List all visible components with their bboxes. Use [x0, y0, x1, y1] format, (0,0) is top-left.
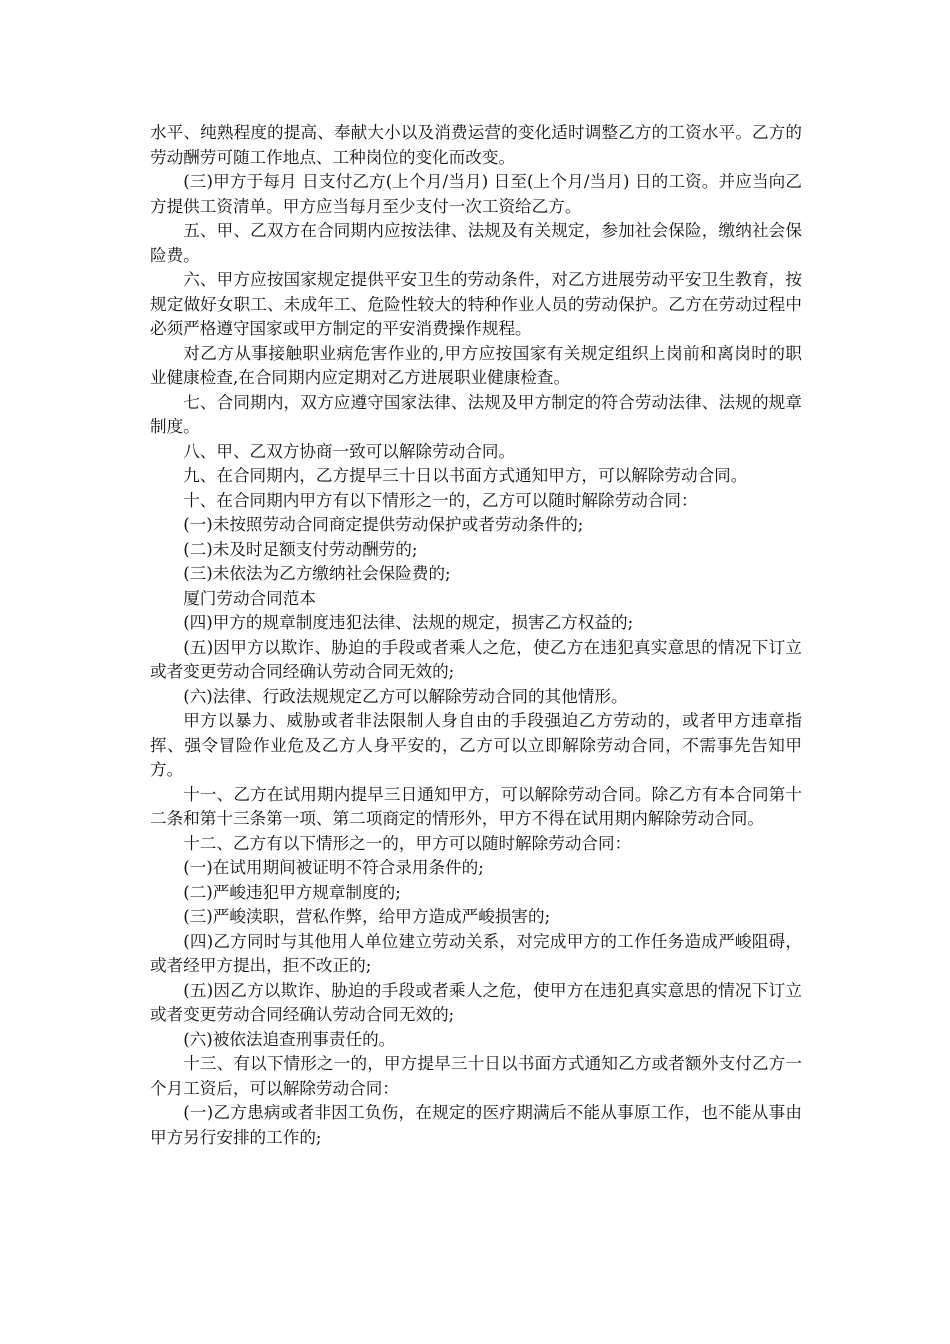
paragraph-pay-schedule: (三)甲方于每月 日支付乙方(上个月/当月) 日至(上个月/当月) 日的工资。并应当向乙方提供工资清单。甲方应当每月至少支付一次工资给乙方。	[150, 172, 802, 216]
list-item-10-2: (二)未及时足额支付劳动酬劳的;	[183, 539, 418, 559]
paragraph-inline-heading: 厦门劳动合同范本	[183, 588, 316, 608]
paragraph-occupational-health: 对乙方从事接触职业病危害作业的,甲方应按国家有关规定组织上岗前和离岗时的职业健康检查,在合同期内应定期对乙方进展职业健康检查。	[150, 343, 802, 387]
list-item-12-5: (五)因乙方以欺诈、胁迫的手段或者乘人之危，使甲方在违犯真实意思的情况下订立或者变更劳动合同经确认劳动合同无效的;	[150, 980, 802, 1024]
list-item-12-2: (二)严峻违犯甲方规章制度的;	[183, 882, 401, 902]
paragraph-article-9: 九、在合同期内，乙方提早三十日以书面方式通知甲方，可以解除劳动合同。	[183, 466, 748, 485]
paragraph-wage-adjustment: 水平、纯熟程度的提高、奉献大小以及消费运营的变化适时调整乙方的工资水平。乙方的劳动酬劳可随工作地点、工种岗位的变化而改变。	[150, 123, 802, 167]
paragraph-article-6: 六、甲方应按国家规定提供平安卫生的劳动条件，对乙方进展劳动平安卫生教育，按规定做好女职工、未成年工、危险性较大的特种作业人员的劳动保护。乙方在劳动过程中必须严格遵守国家或甲方制定的平安消费操作规程。	[150, 270, 802, 338]
list-item-13-1: (一)乙方患病或者非因工负伤，在规定的医疗期满后不能从事原工作，也不能从事由甲方另行安排的工作的;	[150, 1103, 802, 1147]
paragraph-article-12: 十二、乙方有以下情形之一的，甲方可以随时解除劳动合同：	[183, 833, 632, 853]
list-item-12-1: (一)在试用期间被证明不符合录用条件的;	[183, 858, 484, 877]
paragraph-article-7: 七、合同期内，双方应遵守国家法律、法规及甲方制定的符合劳动法律、法规的规章制度。	[150, 392, 802, 436]
list-item-10-5: (五)因甲方以欺诈、胁迫的手段或者乘人之危，使乙方在违犯真实意思的情况下订立或者变更劳动合同经确认劳动合同无效的;	[150, 637, 802, 681]
list-item-10-3: (三)未依法为乙方缴纳社会保险费的;	[183, 564, 451, 583]
list-item-12-3: (三)严峻渎职，营私作弊，给甲方造成严峻损害的;	[183, 907, 551, 926]
paragraph-article-5: 五、甲、乙双方在合同期内应按法律、法规及有关规定，参加社会保险，缴纳社会保险费。	[150, 221, 802, 265]
paragraph-article-13: 十三、有以下情形之一的，甲方提早三十日以书面方式通知乙方或者额外支付乙方一个月工资后，可以解除劳动合同：	[150, 1054, 802, 1098]
paragraph-article-10: 十、在合同期内甲方有以下情形之一的，乙方可以随时解除劳动合同：	[183, 490, 698, 510]
list-item-12-6: (六)被依法追查刑事责任的。	[183, 1029, 396, 1049]
paragraph-article-8: 八、甲、乙双方协商一致可以解除劳动合同。	[183, 441, 516, 461]
paragraph-article-11: 十一、乙方在试用期内提早三日通知甲方，可以解除劳动合同。除乙方有本合同第十二条和第十三条第一项、第二项商定的情形外，甲方不得在试用期内解除劳动合同。	[150, 784, 802, 828]
list-item-10-4: (四)甲方的规章制度违犯法律、法规的规定，损害乙方权益的;	[183, 613, 634, 632]
document-page	[150, 121, 802, 1150]
list-item-10-6: (六)法律、行政法规规定乙方可以解除劳动合同的其他情形。	[183, 686, 628, 706]
paragraph-immediate-termination: 甲方以暴力、威胁或者非法限制人身自由的手段强迫乙方劳动的，或者甲方违章指挥、强令冒险作业危及乙方人身平安的，乙方可以立即解除劳动合同，不需事先告知甲方。	[150, 711, 802, 779]
list-item-10-1: (一)未按照劳动合同商定提供劳动保护或者劳动条件的;	[183, 515, 584, 534]
list-item-12-4: (四)乙方同时与其他用人单位建立劳动关系，对完成甲方的工作任务造成严峻阻碍，或者经甲方提出，拒不改正的;	[150, 931, 802, 975]
